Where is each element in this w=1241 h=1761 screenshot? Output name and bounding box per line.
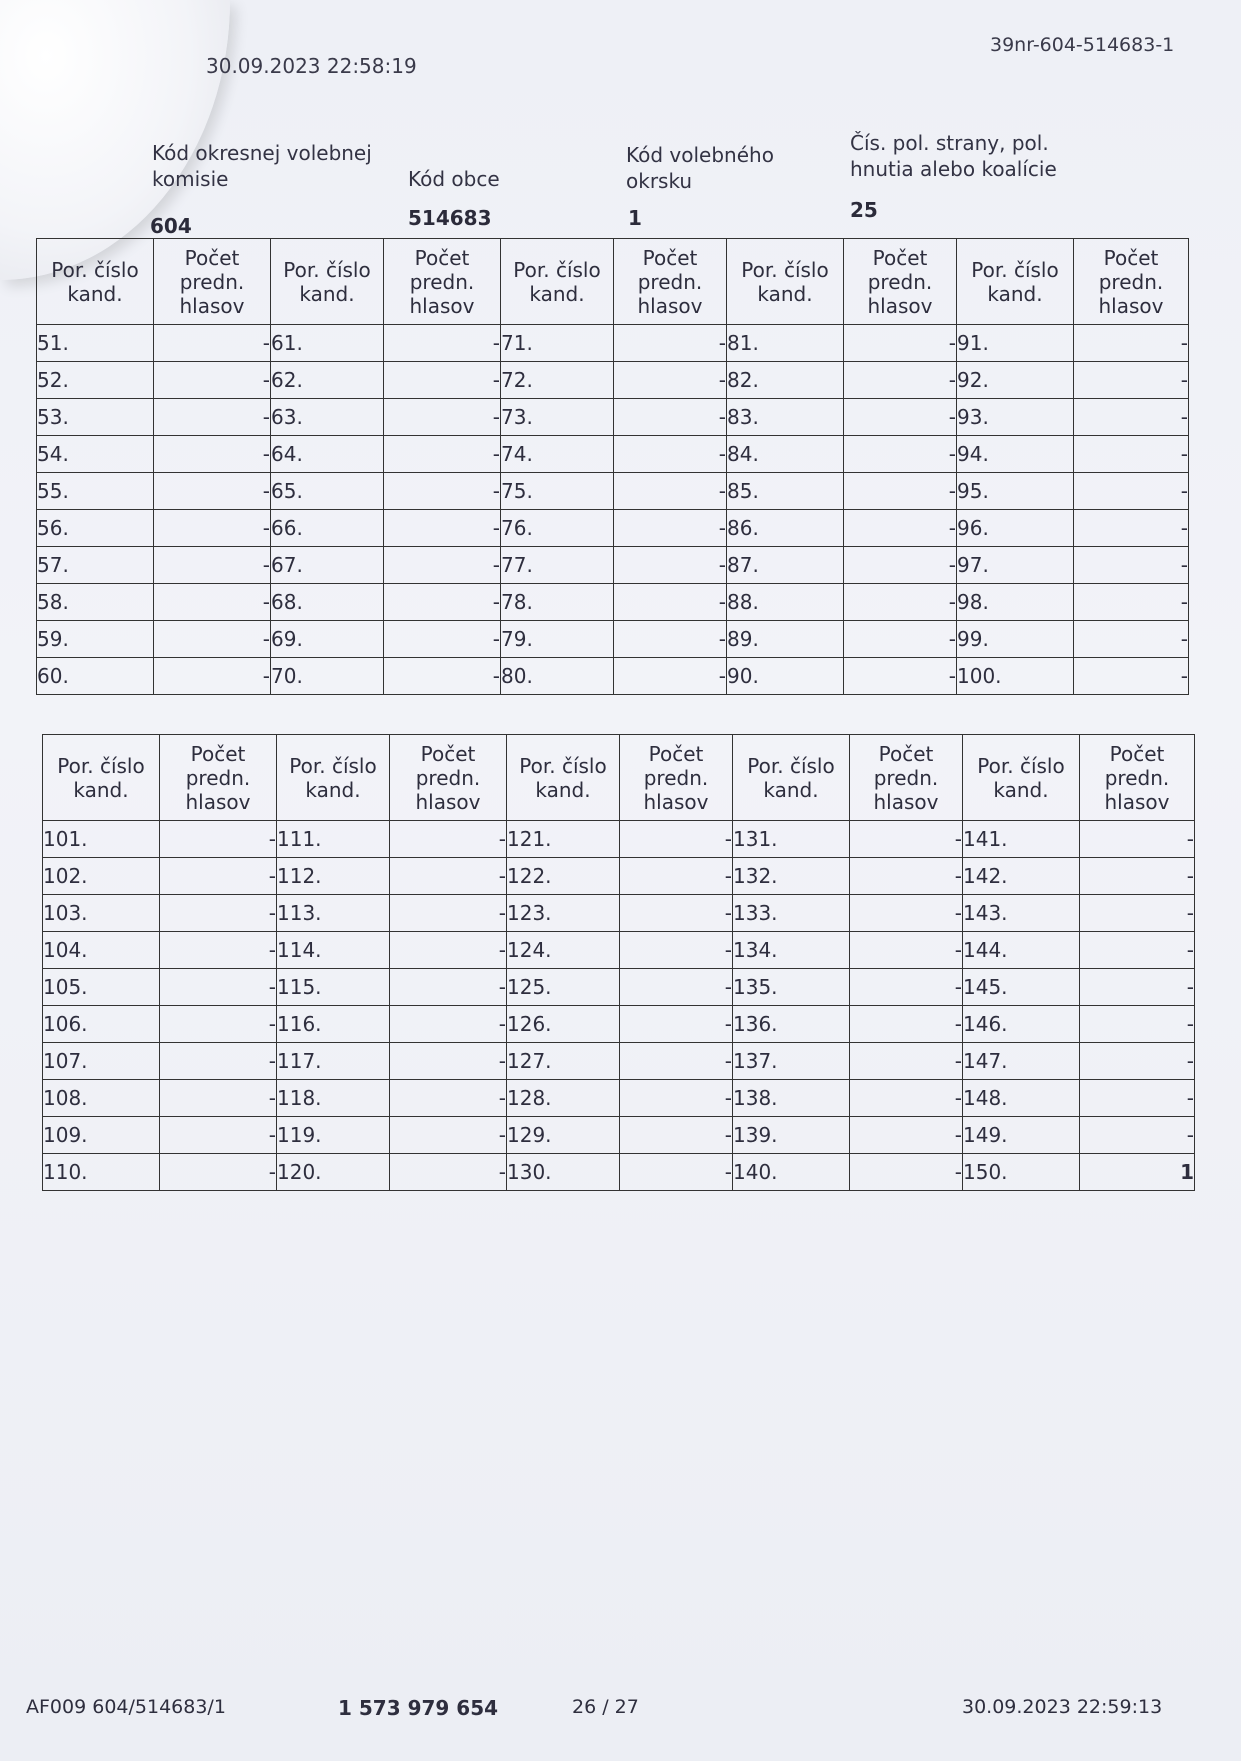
candidate-number: 109.	[43, 1117, 160, 1154]
header-votes: Počet predn. hlasov	[384, 239, 501, 325]
preferential-votes: -	[1080, 1117, 1195, 1154]
preferential-votes: -	[154, 362, 271, 399]
candidate-number: 130.	[507, 1154, 620, 1191]
preferential-votes: -	[1080, 821, 1195, 858]
preferential-votes: -	[844, 658, 957, 695]
preferential-votes: -	[850, 1043, 963, 1080]
candidate-number: 62.	[271, 362, 384, 399]
candidate-number: 77.	[501, 547, 614, 584]
candidate-number: 53.	[37, 399, 154, 436]
candidate-number: 61.	[271, 325, 384, 362]
preferential-votes: -	[850, 969, 963, 1006]
candidate-number: 141.	[963, 821, 1080, 858]
preferential-votes: -	[844, 473, 957, 510]
preferential-votes: -	[154, 658, 271, 695]
candidate-number: 54.	[37, 436, 154, 473]
preferential-votes: -	[620, 1080, 733, 1117]
preferential-votes: 1	[1080, 1154, 1195, 1191]
print-timestamp: 30.09.2023 22:58:19	[206, 54, 417, 78]
table-row	[37, 473, 1189, 510]
header-candidate: Por. číslo kand.	[43, 735, 160, 821]
table-row	[43, 1117, 1195, 1154]
preferential-votes: -	[160, 932, 277, 969]
candidate-number: 106.	[43, 1006, 160, 1043]
preferential-votes: -	[390, 821, 507, 858]
candidate-number: 72.	[501, 362, 614, 399]
preferential-votes: -	[614, 621, 727, 658]
header-candidate: Por. číslo kand.	[501, 239, 614, 325]
preferential-votes: -	[390, 895, 507, 932]
candidate-number: 139.	[733, 1117, 850, 1154]
candidate-number: 100.	[957, 658, 1074, 695]
preferential-votes: -	[620, 858, 733, 895]
preferential-votes: -	[614, 362, 727, 399]
candidate-number: 148.	[963, 1080, 1080, 1117]
candidate-number: 74.	[501, 436, 614, 473]
preferential-votes: -	[390, 1006, 507, 1043]
candidate-number: 124.	[507, 932, 620, 969]
candidate-number: 133.	[733, 895, 850, 932]
table-row	[43, 932, 1195, 969]
preferential-votes: -	[620, 1006, 733, 1043]
candidate-number: 107.	[43, 1043, 160, 1080]
preferential-votes: -	[1074, 436, 1189, 473]
preferential-votes: -	[154, 325, 271, 362]
party-value: 25	[850, 198, 878, 222]
preferential-votes: -	[850, 895, 963, 932]
preferential-votes: -	[390, 932, 507, 969]
header-candidate: Por. číslo kand.	[507, 735, 620, 821]
preferential-votes: -	[390, 1154, 507, 1191]
preferential-votes: -	[850, 1117, 963, 1154]
preferential-votes: -	[614, 473, 727, 510]
candidate-number: 140.	[733, 1154, 850, 1191]
preferential-votes: -	[844, 510, 957, 547]
preferential-votes: -	[850, 1080, 963, 1117]
candidate-number: 123.	[507, 895, 620, 932]
preferential-votes: -	[620, 1117, 733, 1154]
candidate-number: 85.	[727, 473, 844, 510]
candidate-number: 56.	[37, 510, 154, 547]
candidate-number: 58.	[37, 584, 154, 621]
preferential-votes: -	[850, 932, 963, 969]
votes-table-51-100	[36, 238, 1189, 695]
preferential-votes: -	[620, 821, 733, 858]
table-row	[43, 1154, 1195, 1191]
candidate-number: 57.	[37, 547, 154, 584]
header-candidate: Por. číslo kand.	[37, 239, 154, 325]
preferential-votes: -	[160, 1154, 277, 1191]
candidate-number: 84.	[727, 436, 844, 473]
candidate-number: 122.	[507, 858, 620, 895]
table-row	[37, 362, 1189, 399]
preferential-votes: -	[154, 399, 271, 436]
preferential-votes: -	[1080, 1006, 1195, 1043]
preferential-votes: -	[1074, 362, 1189, 399]
preferential-votes: -	[850, 858, 963, 895]
candidate-number: 103.	[43, 895, 160, 932]
candidate-number: 73.	[501, 399, 614, 436]
preferential-votes: -	[390, 1080, 507, 1117]
preferential-votes: -	[614, 547, 727, 584]
candidate-number: 150.	[963, 1154, 1080, 1191]
preferential-votes: -	[1080, 858, 1195, 895]
candidate-number: 128.	[507, 1080, 620, 1117]
candidate-number: 146.	[963, 1006, 1080, 1043]
candidate-number: 119.	[277, 1117, 390, 1154]
preferential-votes: -	[384, 362, 501, 399]
preferential-votes: -	[1080, 895, 1195, 932]
candidate-number: 87.	[727, 547, 844, 584]
candidate-number: 93.	[957, 399, 1074, 436]
municipality-label: Kód obce	[408, 167, 500, 191]
preferential-votes: -	[160, 1080, 277, 1117]
candidate-number: 51.	[37, 325, 154, 362]
candidate-number: 145.	[963, 969, 1080, 1006]
preferential-votes: -	[384, 510, 501, 547]
candidate-number: 144.	[963, 932, 1080, 969]
candidate-number: 89.	[727, 621, 844, 658]
barcode-number: 1 573 979 654	[338, 1696, 499, 1720]
candidate-number: 59.	[37, 621, 154, 658]
candidate-number: 82.	[727, 362, 844, 399]
preferential-votes: -	[1074, 621, 1189, 658]
candidate-number: 79.	[501, 621, 614, 658]
candidate-number: 101.	[43, 821, 160, 858]
candidate-number: 67.	[271, 547, 384, 584]
candidate-number: 81.	[727, 325, 844, 362]
candidate-number: 132.	[733, 858, 850, 895]
preferential-votes: -	[614, 510, 727, 547]
candidate-number: 94.	[957, 436, 1074, 473]
candidate-number: 55.	[37, 473, 154, 510]
candidate-number: 76.	[501, 510, 614, 547]
preferential-votes: -	[1080, 1080, 1195, 1117]
candidate-number: 118.	[277, 1080, 390, 1117]
preferential-votes: -	[160, 1117, 277, 1154]
header-votes: Počet predn. hlasov	[1080, 735, 1195, 821]
footer-timestamp: 30.09.2023 22:59:13	[962, 1696, 1163, 1718]
table-row	[37, 510, 1189, 547]
header-candidate: Por. číslo kand.	[957, 239, 1074, 325]
candidate-number: 127.	[507, 1043, 620, 1080]
table-row	[43, 821, 1195, 858]
preferential-votes: -	[160, 895, 277, 932]
preferential-votes: -	[154, 473, 271, 510]
preferential-votes: -	[620, 932, 733, 969]
document-code: 39nr-604-514683-1	[990, 34, 1175, 56]
preferential-votes: -	[384, 658, 501, 695]
preferential-votes: -	[1074, 399, 1189, 436]
municipality-value: 514683	[408, 206, 492, 230]
preferential-votes: -	[1074, 584, 1189, 621]
candidate-number: 64.	[271, 436, 384, 473]
preferential-votes: -	[390, 969, 507, 1006]
table-row	[37, 584, 1189, 621]
candidate-number: 129.	[507, 1117, 620, 1154]
header-votes: Počet predn. hlasov	[160, 735, 277, 821]
candidate-number: 108.	[43, 1080, 160, 1117]
preferential-votes: -	[160, 1043, 277, 1080]
candidate-number: 125.	[507, 969, 620, 1006]
table-row	[43, 969, 1195, 1006]
candidate-number: 134.	[733, 932, 850, 969]
candidate-number: 135.	[733, 969, 850, 1006]
preferential-votes: -	[620, 1154, 733, 1191]
candidate-number: 80.	[501, 658, 614, 695]
preferential-votes: -	[160, 969, 277, 1006]
header-candidate: Por. číslo kand.	[963, 735, 1080, 821]
header-votes: Počet predn. hlasov	[614, 239, 727, 325]
header-votes: Počet predn. hlasov	[850, 735, 963, 821]
preferential-votes: -	[614, 658, 727, 695]
candidate-number: 126.	[507, 1006, 620, 1043]
table-row	[43, 858, 1195, 895]
preferential-votes: -	[390, 1117, 507, 1154]
table-row	[43, 1006, 1195, 1043]
header-candidate: Por. číslo kand.	[727, 239, 844, 325]
preferential-votes: -	[844, 621, 957, 658]
header-votes: Počet predn. hlasov	[1074, 239, 1189, 325]
candidate-number: 91.	[957, 325, 1074, 362]
preferential-votes: -	[160, 858, 277, 895]
header-candidate: Por. číslo kand.	[277, 735, 390, 821]
candidate-number: 113.	[277, 895, 390, 932]
preferential-votes: -	[384, 584, 501, 621]
page-number: 26 / 27	[572, 1696, 639, 1718]
preferential-votes: -	[154, 436, 271, 473]
candidate-number: 136.	[733, 1006, 850, 1043]
preferential-votes: -	[614, 584, 727, 621]
candidate-number: 138.	[733, 1080, 850, 1117]
preferential-votes: -	[844, 362, 957, 399]
preferential-votes: -	[1074, 658, 1189, 695]
preferential-votes: -	[614, 325, 727, 362]
header-votes: Počet predn. hlasov	[844, 239, 957, 325]
preferential-votes: -	[154, 510, 271, 547]
candidate-number: 75.	[501, 473, 614, 510]
candidate-number: 131.	[733, 821, 850, 858]
preferential-votes: -	[1080, 1043, 1195, 1080]
preferential-votes: -	[384, 399, 501, 436]
preferential-votes: -	[384, 547, 501, 584]
candidate-number: 83.	[727, 399, 844, 436]
table-row	[37, 621, 1189, 658]
preferential-votes: -	[844, 325, 957, 362]
table-row	[37, 436, 1189, 473]
candidate-number: 102.	[43, 858, 160, 895]
candidate-number: 63.	[271, 399, 384, 436]
preferential-votes: -	[1074, 325, 1189, 362]
preferential-votes: -	[154, 547, 271, 584]
candidate-number: 149.	[963, 1117, 1080, 1154]
candidate-number: 104.	[43, 932, 160, 969]
candidate-number: 60.	[37, 658, 154, 695]
preferential-votes: -	[620, 1043, 733, 1080]
candidate-number: 99.	[957, 621, 1074, 658]
preferential-votes: -	[390, 858, 507, 895]
candidate-number: 96.	[957, 510, 1074, 547]
header-candidate: Por. číslo kand.	[271, 239, 384, 325]
candidate-number: 121.	[507, 821, 620, 858]
candidate-number: 112.	[277, 858, 390, 895]
table-row	[37, 547, 1189, 584]
preferential-votes: -	[850, 1154, 963, 1191]
preferential-votes: -	[620, 969, 733, 1006]
votes-table-101-150	[42, 734, 1195, 1191]
candidate-number: 97.	[957, 547, 1074, 584]
candidate-number: 65.	[271, 473, 384, 510]
candidate-number: 117.	[277, 1043, 390, 1080]
candidate-number: 98.	[957, 584, 1074, 621]
preferential-votes: -	[1074, 547, 1189, 584]
candidate-number: 86.	[727, 510, 844, 547]
candidate-number: 69.	[271, 621, 384, 658]
candidate-number: 70.	[271, 658, 384, 695]
preferential-votes: -	[844, 584, 957, 621]
table-row	[37, 399, 1189, 436]
table-row	[43, 1043, 1195, 1080]
candidate-number: 114.	[277, 932, 390, 969]
preferential-votes: -	[844, 436, 957, 473]
candidate-number: 111.	[277, 821, 390, 858]
preferential-votes: -	[160, 1006, 277, 1043]
table-row	[37, 325, 1189, 362]
preferential-votes: -	[1074, 473, 1189, 510]
preferential-votes: -	[384, 325, 501, 362]
preferential-votes: -	[844, 399, 957, 436]
header-candidate: Por. číslo kand.	[733, 735, 850, 821]
preferential-votes: -	[1080, 932, 1195, 969]
preferential-votes: -	[850, 821, 963, 858]
precinct-value: 1	[628, 206, 642, 230]
candidate-number: 88.	[727, 584, 844, 621]
candidate-number: 110.	[43, 1154, 160, 1191]
preferential-votes: -	[390, 1043, 507, 1080]
candidate-number: 147.	[963, 1043, 1080, 1080]
candidate-number: 95.	[957, 473, 1074, 510]
precinct-label: Kód volebného okrsku	[626, 143, 774, 193]
candidate-number: 52.	[37, 362, 154, 399]
party-label: Čís. pol. strany, pol. hnutia alebo koalície	[850, 131, 1057, 181]
candidate-number: 116.	[277, 1006, 390, 1043]
table-row	[43, 895, 1195, 932]
candidate-number: 90.	[727, 658, 844, 695]
preferential-votes: -	[1080, 969, 1195, 1006]
preferential-votes: -	[384, 621, 501, 658]
candidate-number: 66.	[271, 510, 384, 547]
preferential-votes: -	[384, 436, 501, 473]
header-votes: Počet predn. hlasov	[154, 239, 271, 325]
candidate-number: 115.	[277, 969, 390, 1006]
candidate-number: 71.	[501, 325, 614, 362]
candidate-number: 105.	[43, 969, 160, 1006]
candidate-number: 120.	[277, 1154, 390, 1191]
district-label: Kód okresnej volebnej komisie	[152, 141, 372, 191]
candidate-number: 92.	[957, 362, 1074, 399]
candidate-number: 68.	[271, 584, 384, 621]
preferential-votes: -	[850, 1006, 963, 1043]
preferential-votes: -	[614, 399, 727, 436]
table-row	[37, 658, 1189, 695]
preferential-votes: -	[154, 584, 271, 621]
candidate-number: 78.	[501, 584, 614, 621]
table-row	[43, 1080, 1195, 1117]
candidate-number: 143.	[963, 895, 1080, 932]
preferential-votes: -	[1074, 510, 1189, 547]
candidate-number: 142.	[963, 858, 1080, 895]
preferential-votes: -	[384, 473, 501, 510]
candidate-number: 137.	[733, 1043, 850, 1080]
preferential-votes: -	[844, 547, 957, 584]
district-value: 604	[150, 214, 192, 238]
preferential-votes: -	[154, 621, 271, 658]
header-votes: Počet predn. hlasov	[620, 735, 733, 821]
preferential-votes: -	[614, 436, 727, 473]
form-id: AF009 604/514683/1	[26, 1696, 226, 1718]
header-votes: Počet predn. hlasov	[390, 735, 507, 821]
preferential-votes: -	[160, 821, 277, 858]
preferential-votes: -	[620, 895, 733, 932]
